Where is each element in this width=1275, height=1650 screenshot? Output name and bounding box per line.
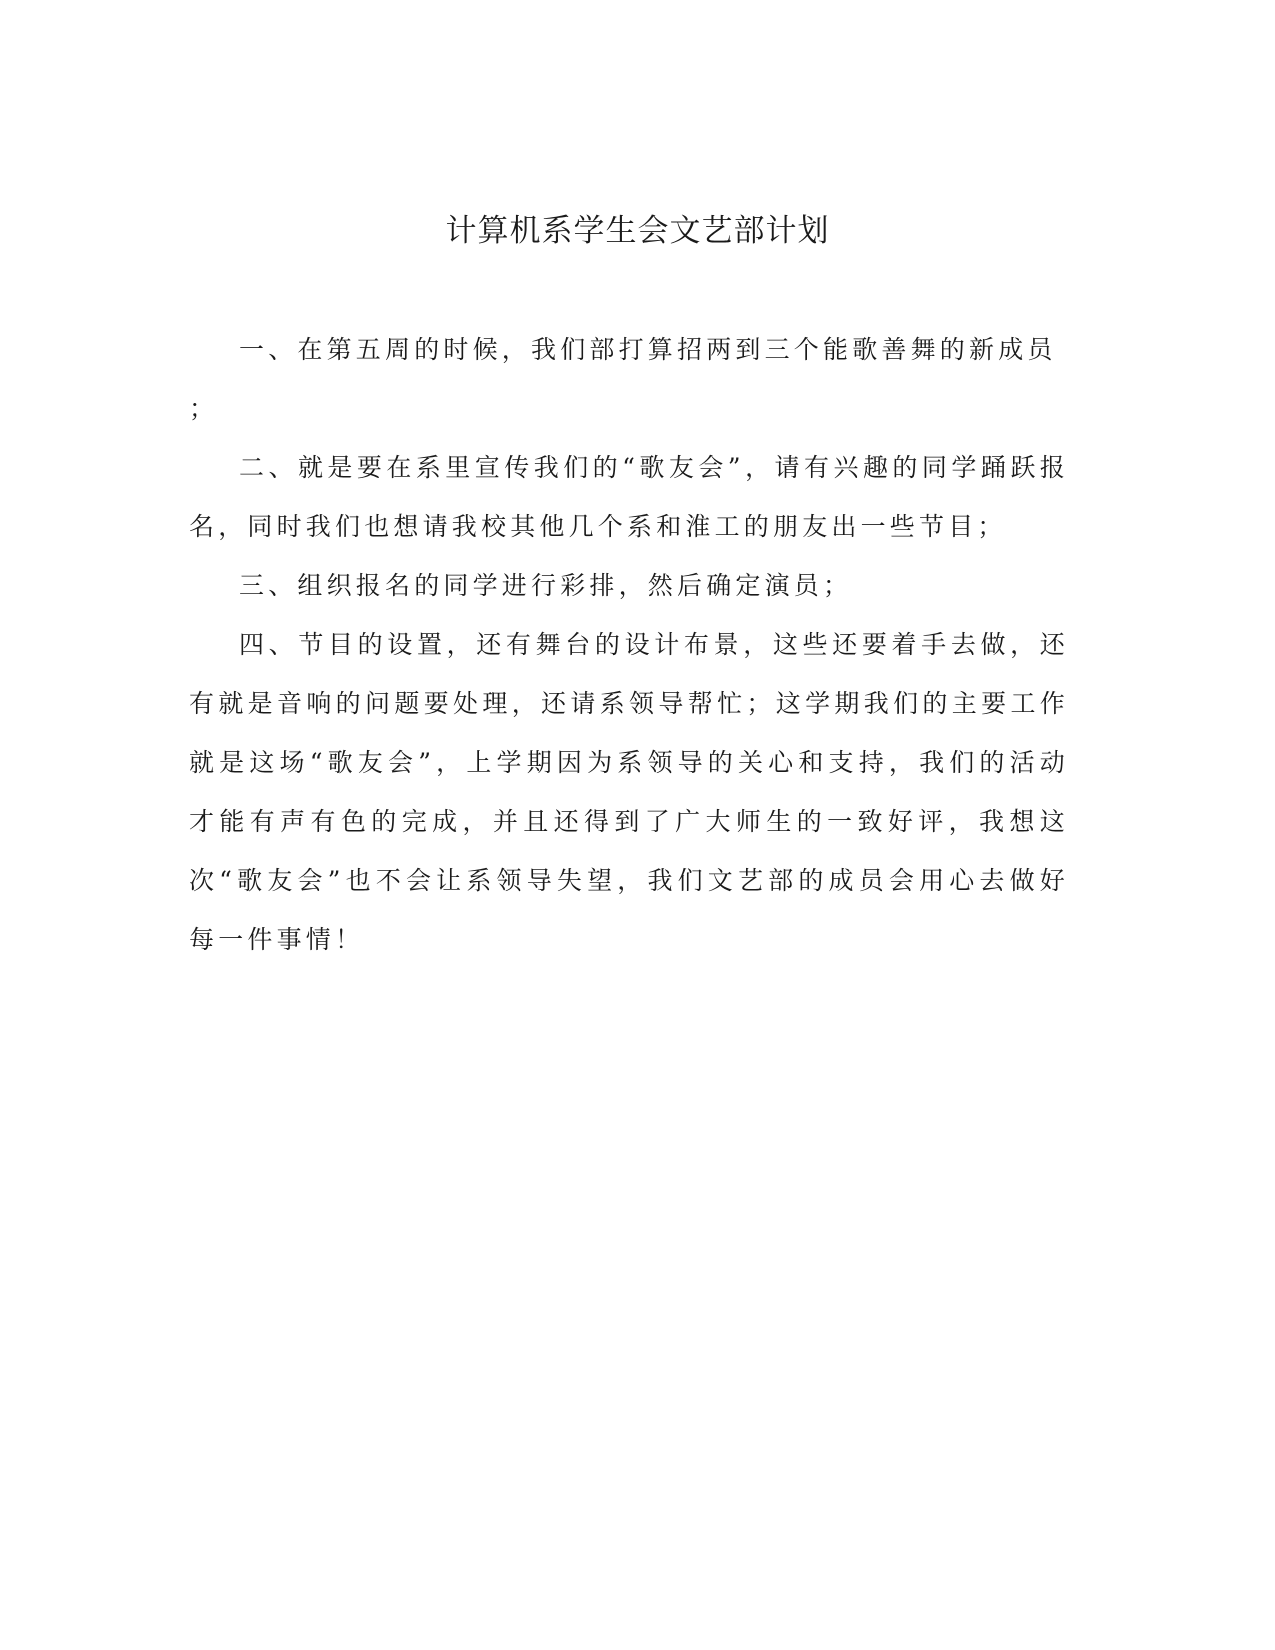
paragraph-4: 四、节目的设置，还有舞台的设计布景，这些还要着手去做，还有就是音响的问题要处理，还请系领导帮忙；这学期我们的主要工作就是这场“歌友会”，上学期因为系领导的关心和支持，我们的活动才能有声有色的完成，并且还得到了广大师生的一致好评，我想这次“歌友会”也不会让系领导失望，我们文艺部的成员会用心去做好每一件事情！ <box>189 630 1069 954</box>
paragraph-3: 三、组织报名的同学进行彩排，然后确定演员； <box>239 571 853 600</box>
page-title: 计算机系学生会文艺部计划 <box>445 213 830 249</box>
paragraph-1-trailing-semicolon: ； <box>189 394 219 423</box>
paragraph-2: 二、就是要在系里宣传我们的“歌友会”，请有兴趣的同学踊跃报名，同时我们也想请我校其他几个系和淮工的朋友出一些节目； <box>189 453 1069 541</box>
document-body <box>189 320 1069 969</box>
paragraph-1: 一、在第五周的时候，我们部打算招两到三个能歌善舞的新成员 <box>239 335 1057 364</box>
